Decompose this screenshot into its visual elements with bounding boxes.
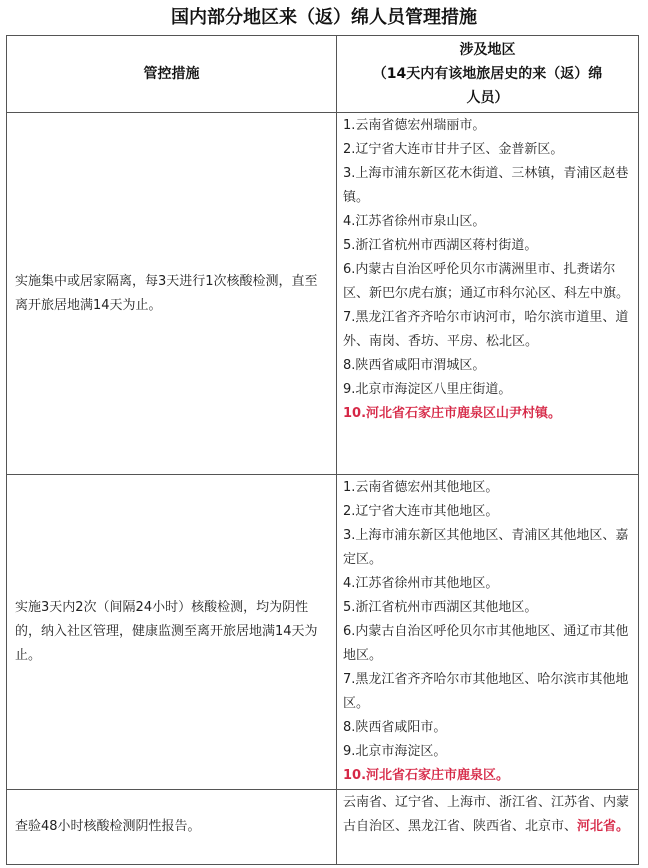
area-item: 3.上海市浦东新区其他地区、青浦区其他地区、嘉定区。 (343, 528, 629, 567)
area-item: 9.北京市海淀区。 (343, 744, 447, 759)
page-title: 国内部分地区来（返）绵人员管理措施 (171, 7, 477, 28)
area-item: 2.辽宁省大连市甘井子区、金普新区。 (343, 142, 564, 157)
measure-cell: 实施集中或居家隔离，每3天进行1次核酸检测，直至离开旅居地满14天为止。 (7, 113, 337, 475)
area-item: 4.江苏省徐州市其他地区。 (343, 576, 499, 591)
area-item: 4.江苏省徐州市泉山区。 (343, 214, 486, 229)
area-item: 3.上海市浦东新区花木街道、三林镇，青浦区赵巷镇。 (343, 166, 629, 205)
area-item: 8.陕西省咸阳市。 (343, 720, 447, 735)
header-areas-line1: 涉及地区 (459, 42, 516, 58)
area-item-highlight: 10.河北省石家庄市鹿泉区山尹村镇。 (343, 406, 562, 421)
area-item: 5.浙江省杭州市西湖区蒋村街道。 (343, 238, 538, 253)
header-areas-line3: 人员） (466, 90, 509, 106)
areas-cell (337, 113, 639, 475)
area-province-highlight: 河北省。 (577, 819, 630, 834)
area-item: 6.内蒙古自治区呼伦贝尔市满洲里市、扎赉诺尔区、新巴尔虎右旗；通辽市科尔沁区、科左中旗。 (343, 262, 630, 301)
area-item: 7.黑龙江省齐齐哈尔市讷河市，哈尔滨市道里、道外、南岗、香坊、平房、松北区。 (343, 310, 629, 349)
table-header-row (7, 36, 639, 113)
area-item-highlight: 10.河北省石家庄市鹿泉区。 (343, 768, 510, 783)
measure-cell: 实施3天内2次（间隔24小时）核酸检测，均为阴性的，纳入社区管理，健康监测至离开旅居地满14天为止。 (7, 475, 337, 790)
area-item: 5.浙江省杭州市西湖区其他地区。 (343, 600, 538, 615)
area-item: 6.内蒙古自治区呼伦贝尔市其他地区、通辽市其他地区。 (343, 624, 629, 663)
areas-cell (337, 475, 639, 790)
measures-table (6, 35, 639, 865)
table-row (7, 475, 639, 790)
table-row (7, 113, 639, 475)
header-areas (337, 36, 639, 113)
area-item: 1.云南省德宏州其他地区。 (343, 480, 499, 495)
area-item: 1.云南省德宏州瑞丽市。 (343, 118, 486, 133)
areas-cell (337, 790, 639, 865)
header-measures: 管控措施 (7, 36, 337, 113)
header-areas-line2: （14天内有该地旅居史的来（返）绵 (372, 66, 603, 82)
area-provinces-text: 云南省、辽宁省、上海市、浙江省、江苏省、内蒙古自治区、黑龙江省、陕西省、北京市、 (343, 795, 630, 834)
area-item: 8.陕西省咸阳市渭城区。 (343, 358, 486, 373)
area-item: 2.辽宁省大连市其他地区。 (343, 504, 499, 519)
area-item: 9.北京市海淀区八里庄街道。 (343, 382, 512, 397)
area-item: 7.黑龙江省齐齐哈尔市其他地区、哈尔滨市其他地区。 (343, 672, 629, 711)
measure-cell: 查验48小时核酸检测阴性报告。 (7, 790, 337, 865)
table-row (7, 790, 639, 865)
